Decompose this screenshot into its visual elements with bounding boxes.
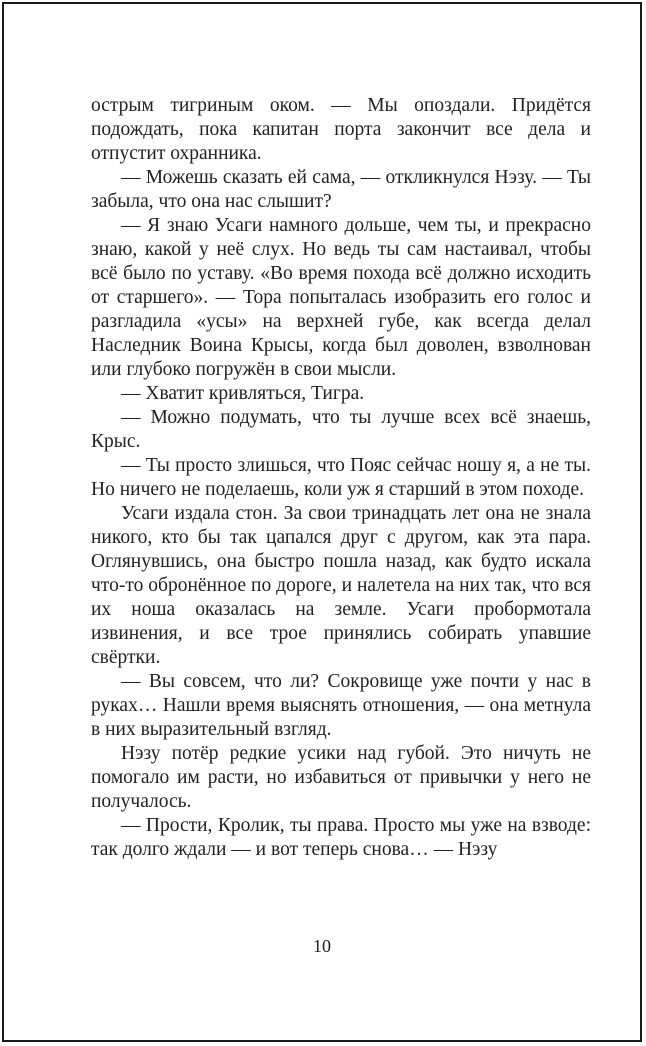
paragraph-dialogue-know-all: — Можно подумать, что ты лучше всех всё знаешь, Крыс.: [91, 407, 591, 452]
paragraph-dialogue-treasure: — Вы совсем, что ли? Сокровище уже почти у нас в руках… Нашли время выяснять отношения, — она метнула в них выразительный взгляд.: [91, 671, 591, 740]
paragraph-dialogue-sorry: — Прости, Кролик, ты права. Просто мы уже на взводе: так долго ждали — и вот теперь снова… — Нэзу: [91, 815, 591, 860]
paragraph-dialogue-nezu-reply: — Можешь сказать ей сама, — откликнулся Нэзу. — Ты забыла, что она нас слышит?: [91, 167, 591, 212]
paragraph-continued: острым тигриным оком. — Мы опоздали. Придётся подождать, пока капитан порта закончит все дела и отпустит охранника.: [91, 95, 591, 164]
paragraph-dialogue-tora: — Я знаю Усаги намного дольше, чем ты, и прекрасно знаю, какой у неё слух. Но ведь ты сам настаивал, чтобы всё было по уставу. «Во время похода всё должно исходить от старшего». — Тора попыталась изобразить его голос и разгладила «усы» на верхней губе, как всегда делал Наследник Воина Крысы, когда был доволен, взволнован или глубоко погружён в свои мысли.: [91, 215, 591, 380]
page-number: 10: [313, 936, 331, 956]
paragraph-usagi-groan: Усаги издала стон. За свои тринадцать лет она не знала никого, кто бы так цапался друг с другом, как эта пара. Оглянувшись, она быстро пошла назад, как будто искала что-то обронённое по дороге, и налетела на них так, что вся их ноша оказалась на земле. Усаги пробормотала извинения, и все трое принялись собирать упавшие свёртки.: [91, 503, 591, 668]
body-text: [91, 94, 591, 862]
paragraph-dialogue-stop: — Хватит кривляться, Тигра.: [121, 383, 365, 404]
paragraph-nezu-whiskers: Нэзу потёр редкие усики над губой. Это ничуть не помогало им расти, но избавиться от привычки у него не получалось.: [91, 743, 591, 812]
book-page: [2, 2, 642, 1042]
paragraph-dialogue-belt: — Ты просто злишься, что Пояс сейчас ношу я, а не ты. Но ничего не поделаешь, коли уж я старший в этом походе.: [91, 455, 591, 500]
